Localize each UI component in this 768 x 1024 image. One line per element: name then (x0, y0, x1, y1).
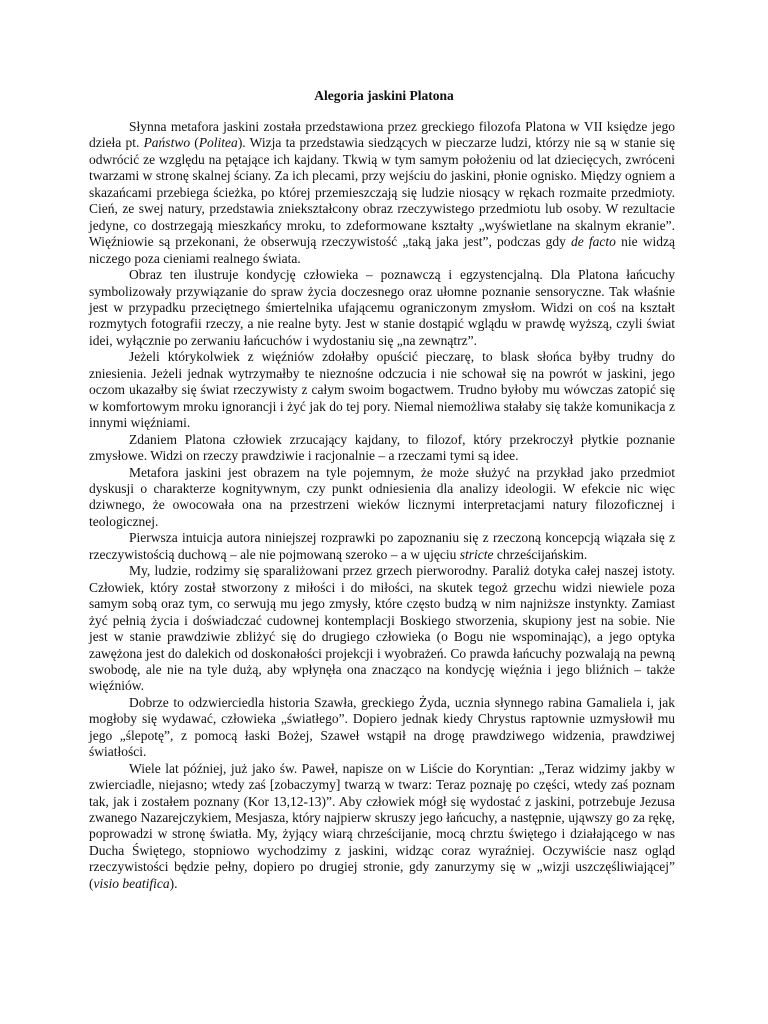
paragraph (89, 563, 675, 695)
text-run: Obraz ten ilustruje kondycję człowieka – poznawczą i egzystencjalną. Dla Platona łańcuchy symbolizowały przywiązanie do spraw życia doczesnego oraz ułomne poznanie sensoryczne. Tak właśnie jest w przypadku przeciętnego śmiertelnika ufającemu ograniczonym zmysłom. Widzi on coś na kształt rozmytych fotografii rzeczy, a nie realne byty. Jest w stanie dostąpić wglądu w prawdę wyższą, czyli świat idei, wyłącznie po zerwaniu łańcuchów i wydostaniu się „na zewnątrz”. (89, 267, 675, 348)
text-run: Metafora jaskini jest obrazem na tyle pojemnym, że może służyć na przykład jako przedmiot dyskusji o charakterze kognitywnym, czy punkt odniesienia dla analizy ideologii. W efekcie nic więc dziwnego, że owocowała ona na przestrzeni wieków licznymi interpretacjami natury filozoficznej i teologicznej. (89, 464, 675, 529)
paragraph (89, 695, 675, 761)
text-run: Dobrze to odzwierciedla historia Szawła, greckiego Żyda, ucznia słynnego rabina Gamaliela i, jak mogłoby się wydawać, człowieka „światłego”. Dopiero jednak kiedy Chrystus raptownie uzmysłowił mu jego „ślepotę”, z pomocą łaski Bożej, Szaweł wstąpił na drogę prawdziwego widzenia, prawdziwej światłości. (89, 694, 675, 760)
paragraph (89, 465, 675, 531)
text-run: Słynna metafora jaskini została przedstawiona przez greckiego filozofa Platona w VII księdze jego dzieła pt. (89, 119, 675, 151)
italic-text: Politea (198, 135, 238, 151)
italic-text: stricte (459, 546, 494, 562)
text-run: ). (169, 875, 178, 891)
paragraph (89, 530, 675, 563)
text-run: My, ludzie, rodzimy się sparaliżowani przez grzech pierworodny. Paraliż dotyka całej naszej istoty. Człowiek, który został stworzony z miłości i do miłości, na skutek tegoż grzechu widzi niewiele poza samym sobą oraz tym, co serwują mu jego zmysły, które często budzą w nim najniższe instynkty. Zamiast żyć pełnią życia i doświadczać cudownej kontemplacji Boskiego stworzenia, skupiony jest na sobie. Nie jest w stanie prawdziwie zbliżyć się do drugiego człowieka (o Bogu nie wspominając), a jego optyka zawężona jest do dalekich od doskonałości projekcji i wyobrażeń. Co prawda łańcuchy pozwalają na pewną swobodę, ale nie na tyle dużą, aby wpłynęła ona znacząco na kondycję więźnia i jego bliźnich – także więźniów. (89, 563, 675, 694)
paragraph (89, 761, 675, 893)
paragraph (89, 349, 675, 431)
italic-text: Państwo (143, 135, 191, 151)
text-run: chrześcijańskim. (493, 546, 588, 562)
italic-text: de facto (571, 234, 616, 250)
italic-text: visio beatifica (93, 875, 170, 891)
text-run: Wiele lat później, już jako św. Paweł, napisze on w Liście do Koryntian: „Teraz widzimy jakby w zwierciadle, niejasno; wtedy zaś [zobaczymy] twarzą w twarz: Teraz poznaję po części, wtedy zaś poznam tak, jak i zostałem poznany (Kor 13,12-13)”. Aby człowiek mógł się wydostać z jaskini, potrzebuje Jezusa zwanego Nazarejczykiem, Mesjasza, który najpierw skruszy jego łańcuchy, a następnie, ująwszy go za rękę, poprowadzi w stronę światła. My, żyjący wiarą chrześcijanie, mocą chrztu świętego i działającego w nas Ducha Świętego, stopniowo wychodzimy z jaskini, widząc coraz wyraźniej. Oczywiście nasz ogląd rzeczywistości będzie pełny, dopiero po drugiej stronie, gdy zanurzymy się w „wizji uszczęśliwiającej” ( (89, 760, 675, 891)
text-run: ( (190, 135, 199, 151)
text-run: Zdaniem Platona człowiek zrzucający kajdany, to filozof, który przekroczył płytkie poznanie zmysłowe. Widzi on rzeczy prawdziwie i racjonalnie – a rzeczami tymi są idee. (89, 431, 675, 464)
paragraph (89, 267, 675, 349)
document-body (89, 119, 675, 892)
text-run: ). Wizja ta przedstawia siedzących w pieczarze ludzi, którzy nie są w stanie się odwrócić ze względu na pętające ich kajdany. Tkwią w tym samym położeniu od lat dziecięcych, zwróceni twarzami w stronę skalnej ściany. Za ich plecami, przy wejściu do jaskini, płonie ognisko. Między ogniem a skazańcami przebiega ścieżka, po której przemieszczają się ludzie niosący w rękach rozmaite przedmioty. Cień, ze swej natury, przedstawia zniekształcony obraz rzeczywistego przedmiotu lub osoby. W rezultacie jedyne, co dostrzegają mieszkańcy mroku, to zdeformowane kształty „wyświetlane na skalnym ekranie”. Więźniowie są przekonani, że obserwują rzeczywistość „taką jaka jest”, podczas gdy (89, 135, 676, 250)
text-run: Jeżeli którykolwiek z więźniów zdołałby opuścić pieczarę, to blask słońca byłby trudny do zniesienia. Jeżeli jednak wytrzymałby te nieznośne odczucia i nie schował się na powrót w jaskini, jego oczom ukazałby się świat rzeczywisty z całym swoim bogactwem. Trudno byłoby mu wówczas zatopić się w komfortowym mroku ignorancji i żyć jak do tej pory. Niemal niemożliwa stałaby się także komunikacja z innymi więźniami. (89, 349, 675, 431)
paragraph (89, 432, 675, 465)
text-run: nie widzą niczego poza cieniami realnego świata. (89, 234, 675, 266)
document-title: Alegoria jaskini Platona (314, 88, 454, 103)
text-run: Pierwsza intuicja autora niniejszej rozprawki po zapoznaniu się z rzeczoną koncepcją wiązała się z rzeczywistością duchową – ale nie pojmowaną szeroko – a w ujęciu (89, 530, 675, 562)
paragraph (89, 119, 675, 267)
